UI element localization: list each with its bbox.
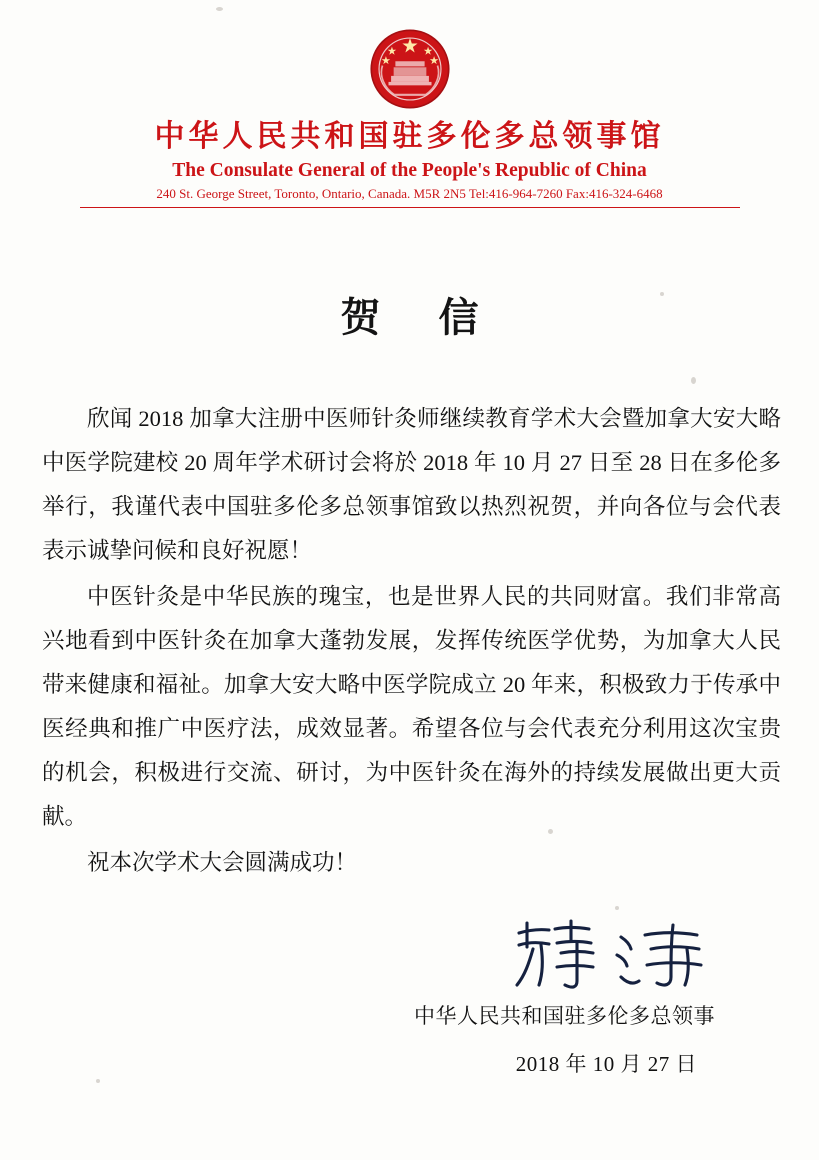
- scan-speck: [216, 7, 223, 11]
- signature-date: 2018 年 10 月 27 日: [515, 1052, 697, 1077]
- handwritten-signature: [505, 915, 715, 993]
- scan-speck: [96, 1079, 100, 1083]
- consulate-name-chinese: 中华人民共和国驻多伦多总领事馆: [154, 120, 665, 153]
- china-national-emblem-icon: [367, 26, 453, 112]
- letterhead-divider: [80, 207, 740, 209]
- scan-speck: [548, 829, 553, 834]
- scan-speck: [691, 377, 696, 384]
- letterhead: [0, 0, 819, 208]
- signer-title: 中华人民共和国驻多伦多总领事: [414, 1004, 715, 1029]
- signature-block: [0, 915, 715, 1078]
- body-paragraph: 中医针灸是中华民族的瑰宝，也是世界人民的共同财富。我们非常高兴地看到中医针灸在加拿大蓬勃发展，发挥传统医学优势，为加拿大人民带来健康和福祉。加拿大安大略中医学院成立 20 年来，积极致力于传承中医经典和推广中医疗法，成效显著。希望各位与会代表充分利用这次宝贵的机会，积极进行交流、研讨，为中医针灸在海外的持续发展做出更大贡献。: [42, 584, 781, 830]
- page-title: 贺 信: [340, 295, 503, 341]
- scan-speck: [615, 906, 619, 910]
- scan-speck: [660, 292, 664, 296]
- body-paragraph: 欣闻 2018 加拿大注册中医师针灸师继续教育学术大会暨加拿大安大略中医学院建校 20 周年学术研讨会将於 2018 年 10 月 27 日至 28 日在多伦多举行，我谨代表中国驻多伦多总领事馆致以热烈祝贺，并向各位与会代表表示诚挚问候和良好祝愿！: [42, 406, 781, 564]
- letter-body: [42, 397, 781, 885]
- body-paragraph: 祝本次学术大会圆满成功！: [87, 850, 358, 876]
- consulate-address-line: 240 St. George Street, Toronto, Ontario, Canada. M5R 2N5 Tel:416-964-7260 Fax:416-324-6468: [156, 185, 663, 201]
- consulate-name-english: The Consulate General of the People's Republic of China: [172, 159, 647, 181]
